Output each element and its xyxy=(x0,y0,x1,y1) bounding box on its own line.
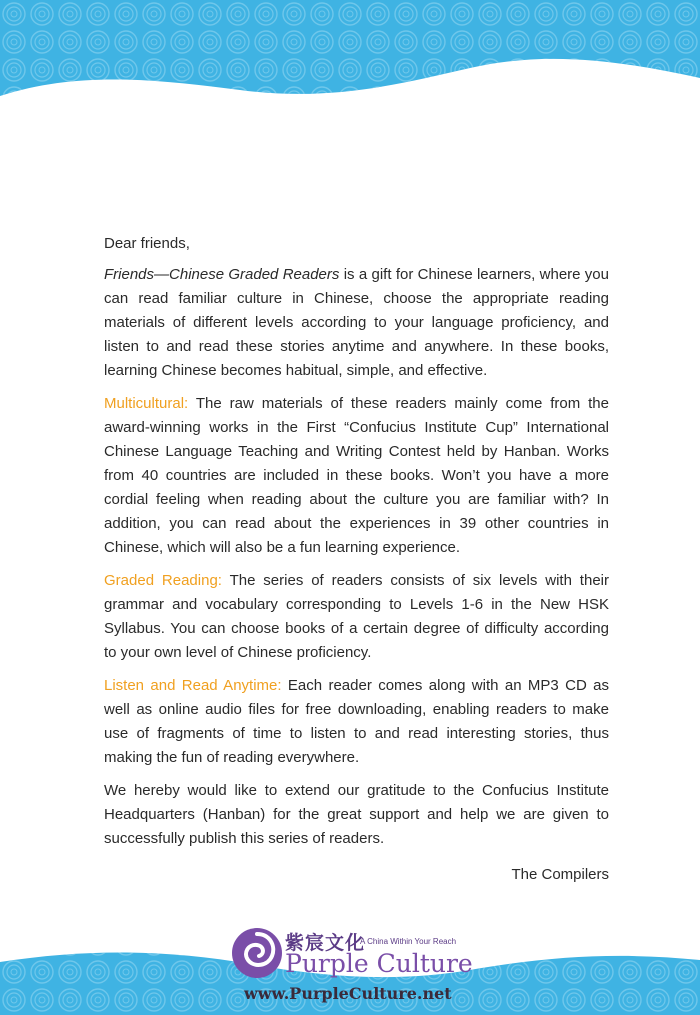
section-text: The series of readers consists of six levels with their grammar and vocabulary corresponding to Levels 1-6 in the New HSK Syllabus. You can choose books of a certain degree of difficulty according to your own level of Chinese proficiency. xyxy=(104,572,609,661)
section-multicultural xyxy=(104,392,609,560)
section-heading: Listen and Read Anytime: xyxy=(104,677,282,694)
logo-chinese: 紫宸文化 xyxy=(285,932,366,954)
greeting: Dear friends, xyxy=(104,235,190,252)
spiral-logo-icon xyxy=(230,926,284,980)
logo-name: Purple Culture xyxy=(285,949,473,978)
top-wave-band xyxy=(0,0,700,110)
logo-url: www.PurpleCulture.net xyxy=(244,984,452,1003)
section-heading: Multicultural: xyxy=(104,395,189,412)
section-graded-reading xyxy=(104,569,609,665)
intro-paragraph xyxy=(104,263,609,383)
letter-body xyxy=(104,232,609,896)
purple-culture-logo xyxy=(230,924,480,1006)
section-heading: Graded Reading: xyxy=(104,572,222,589)
logo-tagline: A China Within Your Reach xyxy=(360,937,457,946)
section-text: Each reader comes along with an MP3 CD as well as online audio files for free downloading, enabling readers to make use of fragments of time to listen to and read interesting stories, thus making the fun of reading everywhere. xyxy=(104,677,609,766)
section-text: The raw materials of these readers mainly come from the award-winning works in the First “Confucius Institute Cup” International Chinese Language Teaching and Writing Contest held by Hanban. Works from 40 countries are included in these books. Won’t you have a more cordial feeling when reading about the culture you are familiar with? In addition, you can read about the experiences in 39 other countries in Chinese, which will also be a fun learning experience. xyxy=(104,395,609,556)
closing-paragraph: We hereby would like to extend our gratitude to the Confucius Institute Headquarters (Hanban) for the great support and help we are given to successfully publish this series of readers. xyxy=(104,782,609,847)
intro-text: is a gift for Chinese learners, where you can read familiar culture in Chinese, choose the appropriate reading materials of different levels according to your language proficiency, and listen to and read these stories anytime and anywhere. In these books, learning Chinese becomes habitual, simple, and effective. xyxy=(104,266,609,379)
series-title: Friends—Chinese Graded Readers xyxy=(104,266,340,283)
section-listen-read xyxy=(104,674,609,770)
signature: The Compilers xyxy=(511,866,609,883)
